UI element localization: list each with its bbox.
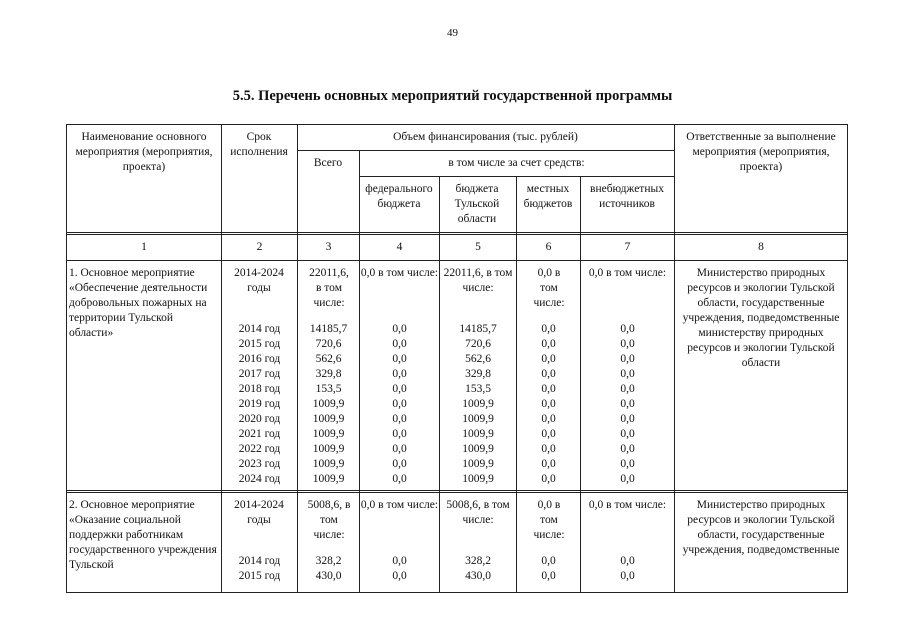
year-local-cell: 0,0 <box>541 398 556 410</box>
column-number: 3 <box>325 241 332 253</box>
year-extra-cell: 0,0 <box>620 398 635 410</box>
year-total-cell: 1009,9 <box>312 413 345 425</box>
row-1-extra: 0,0 в том числе: <box>588 267 667 279</box>
column-border <box>847 124 848 593</box>
year-year-cell: 2020 год <box>238 413 281 425</box>
year-total-cell: 720,6 <box>315 338 342 350</box>
year-regional-cell: 1009,9 <box>462 413 494 425</box>
row-2-period: 2014-2024 годы <box>234 499 284 526</box>
year-local-cell: 0,0 <box>541 458 556 470</box>
year-total-cell: 430,0 <box>315 570 342 582</box>
year-extra-cell: 0,0 <box>620 443 635 455</box>
year-regional-cell: 1009,9 <box>462 458 494 470</box>
row-1-responsible: Министерство природных ресурсов и экологии Тульской области, государственные учреждения, подведомственные министерству природных ресурсов и экологии Тульской области <box>682 267 840 369</box>
year-year-cell: 2014 год <box>238 555 281 567</box>
column-numbers-bottom-border <box>66 260 848 261</box>
year-total-cell: 1009,9 <box>312 398 345 410</box>
page-title: 5.5. Перечень основных мероприятий государственной программы <box>232 88 673 104</box>
row-2-total: 5008,6, в том числе: <box>307 499 351 541</box>
year-federal-cell: 0,0 <box>392 443 407 455</box>
year-extra-cell: 0,0 <box>620 458 635 470</box>
year-extra-cell: 0,0 <box>620 368 635 380</box>
column-number: 6 <box>545 241 552 253</box>
row-2-federal: 0,0 в том числе: <box>360 499 439 511</box>
year-local-cell: 0,0 <box>541 338 556 350</box>
row-1-federal: 0,0 в том числе: <box>360 267 439 279</box>
row-2-extra: 0,0 в том числе: <box>588 499 667 511</box>
year-extra-cell: 0,0 <box>620 353 635 365</box>
year-year-cell: 2023 год <box>238 458 281 470</box>
year-federal-cell: 0,0 <box>392 555 407 567</box>
year-regional-cell: 14185,7 <box>459 323 497 335</box>
column-number: 5 <box>475 241 481 253</box>
year-year-cell: 2014 год <box>238 323 281 335</box>
year-federal-cell: 0,0 <box>392 473 407 485</box>
year-federal-cell: 0,0 <box>392 338 407 350</box>
table-bottom-border <box>66 592 848 593</box>
year-extra-cell: 0,0 <box>620 473 635 485</box>
year-extra-cell: 0,0 <box>620 323 635 335</box>
header-name: Наименование основного мероприятия (мероприятия, проекта) <box>75 131 213 173</box>
funding-table <box>66 124 848 592</box>
year-extra-cell: 0,0 <box>620 413 635 425</box>
year-total-cell: 14185,7 <box>309 323 348 335</box>
year-regional-cell: 430,0 <box>465 570 491 582</box>
year-total-cell: 1009,9 <box>312 443 345 455</box>
year-year-cell: 2015 год <box>238 570 281 582</box>
year-year-cell: 2017 год <box>238 368 281 380</box>
header-total: Всего <box>313 157 343 169</box>
column-border <box>66 124 67 593</box>
year-year-cell: 2016 год <box>238 353 281 365</box>
header-regional: бюджета Тульской области <box>454 183 500 225</box>
year-year-cell: 2015 год <box>238 338 281 350</box>
column-number: 8 <box>758 241 764 253</box>
year-local-cell: 0,0 <box>541 368 556 380</box>
year-local-cell: 0,0 <box>541 413 556 425</box>
year-regional-cell: 1009,9 <box>462 428 494 440</box>
year-year-cell: 2018 год <box>238 383 281 395</box>
year-extra-cell: 0,0 <box>620 555 635 567</box>
year-local-cell: 0,0 <box>541 555 556 567</box>
year-federal-cell: 0,0 <box>392 398 407 410</box>
header-federal: федерального бюджета <box>365 183 433 210</box>
header-funding: Объем финансирования (тыс. рублей) <box>393 131 578 143</box>
row-1-local: 0,0 в том числе: <box>533 267 565 309</box>
header-extra: внебюджетных источников <box>590 183 664 210</box>
year-extra-cell: 0,0 <box>620 383 635 395</box>
row-separator <box>66 490 848 491</box>
column-numbers-top-border <box>66 234 848 235</box>
page-number: 49 <box>447 27 458 39</box>
year-federal-cell: 0,0 <box>392 368 407 380</box>
year-regional-cell: 720,6 <box>465 338 491 350</box>
row-1-name: 1. Основное мероприятие «Обеспечение деятельности добровольных пожарных на территории Тульской области» <box>69 267 208 339</box>
year-extra-cell: 0,0 <box>620 428 635 440</box>
year-regional-cell: 329,8 <box>465 368 491 380</box>
row-2-name: 2. Основное мероприятие «Оказание социальной поддержки работникам государственного учреждения Тульской <box>69 499 217 571</box>
year-local-cell: 0,0 <box>541 323 556 335</box>
year-federal-cell: 0,0 <box>392 428 407 440</box>
header-responsible: Ответственные за выполнение мероприятия (мероприятия, проекта) <box>686 131 836 173</box>
year-federal-cell: 0,0 <box>392 458 407 470</box>
year-total-cell: 329,8 <box>315 368 342 380</box>
column-number: 7 <box>624 241 631 253</box>
year-total-cell: 1009,9 <box>312 428 345 440</box>
row-2-local: 0,0 в том числе: <box>533 499 565 541</box>
row-2-regional: 5008,6, в том числе: <box>446 499 510 526</box>
year-regional-cell: 1009,9 <box>462 398 494 410</box>
year-federal-cell: 0,0 <box>392 413 407 425</box>
row-1-regional: 22011,6, в том числе: <box>443 267 513 294</box>
year-total-cell: 562,6 <box>315 353 342 365</box>
year-extra-cell: 0,0 <box>620 338 635 350</box>
table-top-border <box>66 124 848 125</box>
year-federal-cell: 0,0 <box>392 323 407 335</box>
column-border <box>674 124 675 593</box>
column-number: 1 <box>141 241 147 253</box>
year-regional-cell: 1009,9 <box>462 443 494 455</box>
year-local-cell: 0,0 <box>541 570 556 582</box>
year-local-cell: 0,0 <box>541 428 556 440</box>
year-total-cell: 1009,9 <box>312 458 345 470</box>
header-rule-1 <box>297 150 674 151</box>
row-separator <box>66 492 848 493</box>
row-1-total: 22011,6, в том числе: <box>309 267 349 309</box>
year-year-cell: 2019 год <box>238 398 281 410</box>
year-federal-cell: 0,0 <box>392 353 407 365</box>
header-bottom-border <box>66 232 848 233</box>
row-1-period: 2014-2024 годы <box>234 267 284 294</box>
year-total-cell: 153,5 <box>315 383 342 395</box>
year-year-cell: 2022 год <box>238 443 281 455</box>
year-local-cell: 0,0 <box>541 353 556 365</box>
year-federal-cell: 0,0 <box>392 570 407 582</box>
year-regional-cell: 562,6 <box>465 353 491 365</box>
header-including: в том числе за счет средств: <box>448 157 585 169</box>
year-year-cell: 2021 год <box>238 428 281 440</box>
year-regional-cell: 1009,9 <box>462 473 494 485</box>
year-local-cell: 0,0 <box>541 383 556 395</box>
year-year-cell: 2024 год <box>238 473 281 485</box>
year-regional-cell: 328,2 <box>465 555 491 567</box>
year-extra-cell: 0,0 <box>620 570 635 582</box>
column-number: 2 <box>256 241 263 253</box>
year-regional-cell: 153,5 <box>465 383 491 395</box>
year-federal-cell: 0,0 <box>392 383 407 395</box>
year-local-cell: 0,0 <box>541 443 556 455</box>
column-number: 4 <box>396 241 403 253</box>
year-total-cell: 328,2 <box>315 555 342 567</box>
row-2-responsible: Министерство природных ресурсов и экологии Тульской области, государственные учреждения, подведомственные <box>682 499 840 556</box>
header-local: местных бюджетов <box>523 183 573 210</box>
year-local-cell: 0,0 <box>541 473 556 485</box>
header-term: Срок исполнения <box>230 131 288 158</box>
year-total-cell: 1009,9 <box>312 473 345 485</box>
